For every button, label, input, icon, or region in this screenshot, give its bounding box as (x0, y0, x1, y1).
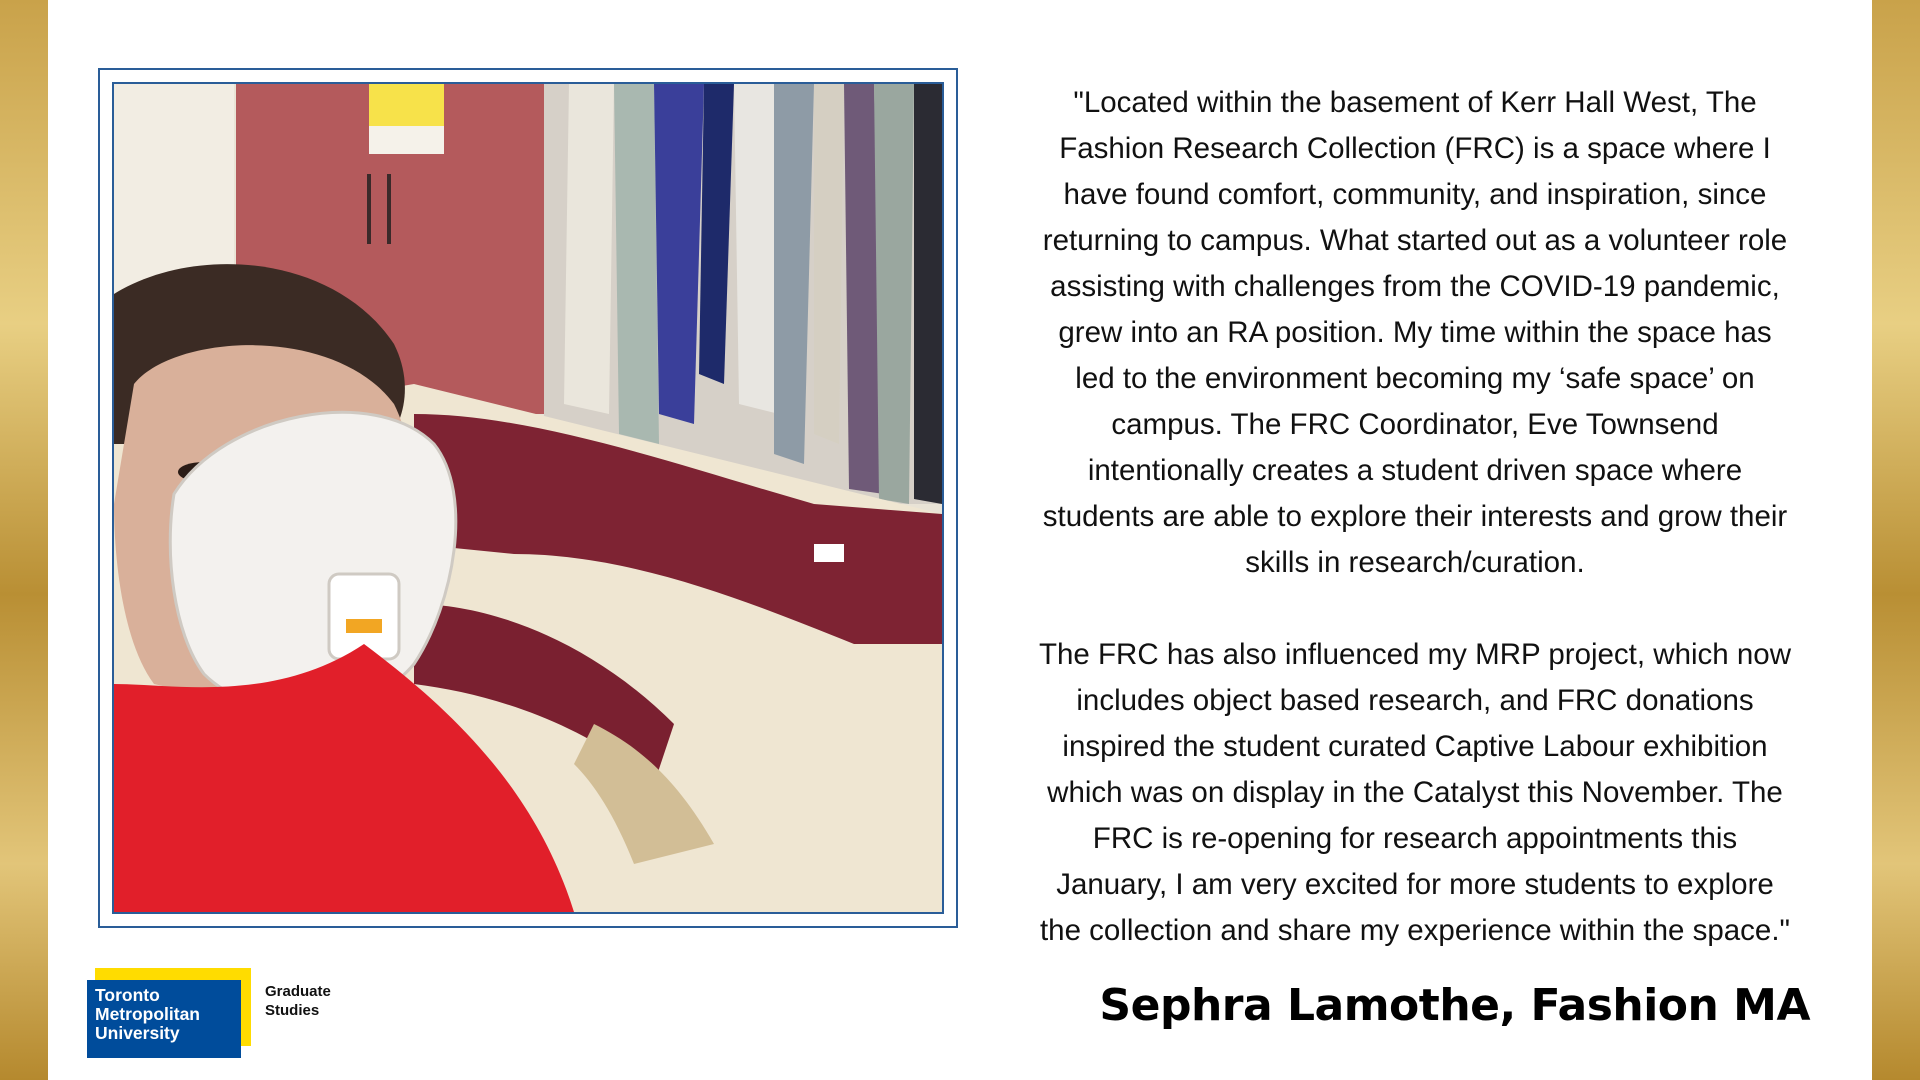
photo-frame (98, 68, 958, 928)
quote-paragraph-2: The FRC has also influenced my MRP project, which now includes object based research, and FRC donations inspired the student curated Captive Labour exhibition which was on display in the Catalyst this November. The FRC is re-opening for research appointments this January, I am very excited for more students to explore the collection and share my experience within the space." (1038, 638, 1792, 947)
gold-border-right (1872, 0, 1920, 1080)
student-photo (112, 82, 944, 914)
photo-illustration (114, 84, 942, 912)
tmu-logo (87, 972, 331, 1054)
quote-paragraph-1: "Located within the basement of Kerr Hall West, The Fashion Research Collection (FRC) is a space where I have found comfort, community, and inspiration, since returning to campus. What started out as a volunteer role assisting with challenges from the COVID-19 pandemic, grew into an RA position. My time within the space has led to the environment becoming my ‘safe space’ on campus. The FRC Coordinator, Eve Townsend intentionally creates a student driven space where students are able to explore their interests and grow their skills in research/curation. (1042, 86, 1788, 579)
tmu-logo-mark (87, 972, 243, 1054)
department-name: Graduate Studies (265, 983, 331, 1019)
tmu-logo-wordmark: Toronto Metropolitan University (87, 980, 241, 1058)
testimonial-quote (990, 80, 1840, 954)
byline: Sephra Lamothe, Fashion MA (1099, 980, 1810, 1031)
gold-border-left (0, 0, 48, 1080)
